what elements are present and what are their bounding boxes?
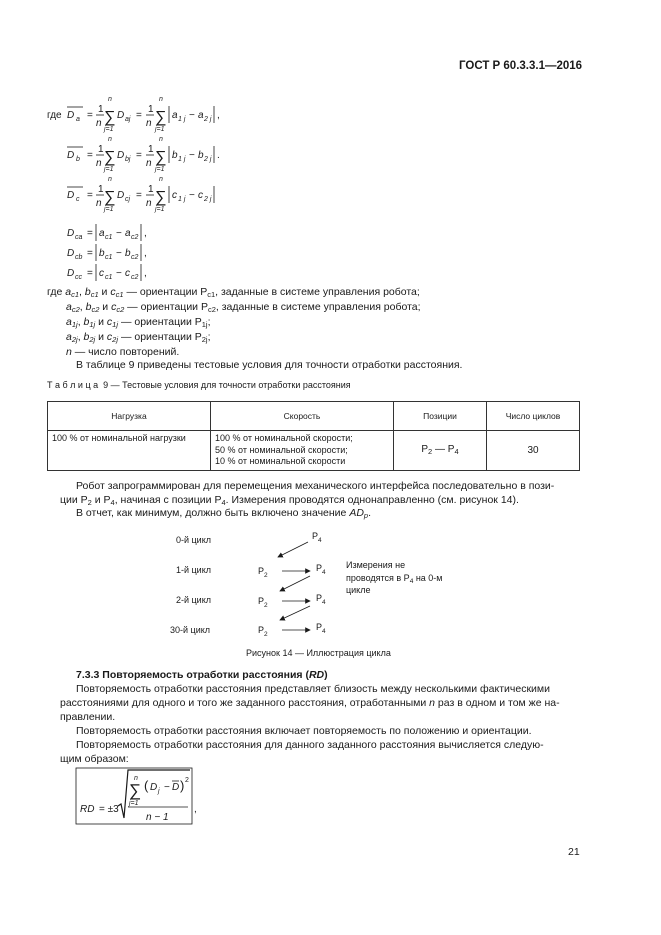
svg-text:P2: $P_2$: [258, 596, 268, 609]
svg-text:c: c: [125, 268, 130, 279]
note-line-2: проводятся в $P_4$ на 0-м: [346, 573, 443, 585]
svg-text:b: b: [76, 156, 80, 163]
svg-text:2 j: 2 j: [204, 116, 212, 123]
svg-text:,: ,: [194, 804, 197, 815]
svg-text:,: ,: [217, 110, 220, 121]
def-row-2: $a_{c2}$, $b_{c2}$ и $c_{c2}$ — ориентации $P_{c2}$, заданные в системе управления робота;: [66, 301, 421, 314]
page-number: 21: [568, 846, 580, 858]
cycle-1-label: 1-й цикл: [176, 565, 212, 575]
cell-positions: $P_2$ — $P_4$: [394, 431, 487, 471]
svg-text:=: =: [87, 190, 93, 201]
standard-header: ГОСТ Р 60.3.3.1—2016: [459, 60, 583, 72]
svg-text:D: D: [117, 150, 125, 161]
cell-cycles: 30: [487, 431, 580, 471]
svg-text:cc: cc: [75, 274, 82, 281]
cycle-30-label: 30-й цикл: [170, 625, 211, 635]
svg-text:.: .: [217, 150, 220, 161]
svg-text:(: (: [144, 778, 149, 793]
svg-text:D: D: [67, 248, 75, 259]
svg-text:c2: c2: [131, 234, 139, 241]
svg-text:D: D: [67, 228, 75, 239]
figure-caption: Рисунок 14 — Иллюстрация цикла: [246, 648, 391, 658]
arrow-0: [278, 542, 308, 557]
svg-text:j=1: j=1: [155, 206, 165, 213]
svg-text:D: D: [67, 268, 75, 279]
where-label: где: [47, 110, 62, 121]
arrow-1b: [280, 576, 310, 591]
svg-text:=: =: [136, 150, 142, 161]
table-header-row: [48, 402, 580, 431]
svg-text:c2: c2: [131, 274, 139, 281]
svg-text:−: −: [189, 150, 195, 161]
figure-14: [0, 525, 661, 650]
def-row-5: n — число повторений.: [66, 346, 180, 358]
svg-text:j=1: j=1: [155, 126, 165, 133]
section-p1b: расстояниями для одного и того же заданного расстояния, отработанными n раз в одном и том же на-: [60, 697, 560, 709]
svg-text:D: D: [172, 782, 180, 793]
svg-text:,: ,: [144, 268, 147, 279]
svg-text:1 j: 1 j: [178, 156, 186, 163]
svg-text:D: D: [67, 110, 75, 121]
svg-text:∑: ∑: [155, 149, 167, 166]
svg-text:c: c: [76, 196, 80, 203]
svg-text:D: D: [67, 150, 75, 161]
svg-text:b: b: [172, 150, 178, 161]
arrow-2b: [280, 606, 310, 620]
svg-text:1: 1: [148, 104, 154, 115]
formula-dca: [67, 224, 147, 241]
svg-text:n: n: [96, 118, 102, 129]
svg-text:−: −: [164, 782, 170, 793]
svg-text:=: =: [136, 110, 142, 121]
svg-text:=: =: [87, 110, 93, 121]
svg-text:∑: ∑: [155, 189, 167, 206]
svg-text:−: −: [116, 228, 122, 239]
svg-text:c1: c1: [105, 234, 113, 241]
svg-text:n: n: [134, 775, 138, 782]
section-p1a: Повторяемость отработки расстояния представляет близость между несколькими фактическими: [76, 683, 551, 695]
svg-text:n: n: [159, 96, 163, 103]
svg-text:1: 1: [148, 184, 154, 195]
section-p1e: правлении.: [60, 711, 116, 723]
svg-text:2 j: 2 j: [204, 156, 212, 163]
para-robot-l3: В отчет, как минимум, должно быть включено значение $AD_p$.: [76, 507, 371, 520]
svg-text:∑: ∑: [104, 109, 116, 126]
svg-text:=: =: [87, 268, 93, 279]
svg-text:j=1: j=1: [104, 166, 114, 173]
svg-text:n: n: [96, 198, 102, 209]
svg-text:∑: ∑: [129, 781, 142, 800]
svg-text:1: 1: [148, 144, 154, 155]
cycle-0-label: 0-й цикл: [176, 535, 212, 545]
col-header-positions: Позиции: [394, 402, 487, 431]
svg-text:n: n: [108, 136, 112, 143]
svg-text:b: b: [198, 150, 204, 161]
svg-text:c2: c2: [131, 254, 139, 261]
svg-text:D: D: [67, 190, 75, 201]
section-p3a: Повторяемость отработки расстояния для данного заданного расстояния вычисляется следую-: [76, 739, 544, 751]
svg-text:a: a: [99, 228, 105, 239]
svg-text:ca: ca: [75, 234, 83, 241]
section-p2: Повторяемость отработки расстояния включает повторяемость по положению и ориентации.: [76, 725, 532, 737]
table-row: [48, 431, 580, 471]
svg-text:RD: RD: [80, 804, 95, 815]
svg-text:P2: $P_2$: [258, 625, 268, 638]
note-line-3: цикле: [346, 585, 371, 595]
svg-text:j=1: j=1: [155, 166, 165, 173]
rd-formula: [0, 760, 661, 830]
svg-text:−: −: [116, 248, 122, 259]
svg-text:,: ,: [144, 248, 147, 259]
formula-da: [67, 96, 220, 133]
svg-text:1 j: 1 j: [178, 196, 186, 203]
svg-text:j=1: j=1: [129, 800, 139, 807]
p4-top: $P_4$: [312, 531, 322, 544]
svg-text:n: n: [96, 158, 102, 169]
svg-text:1: 1: [98, 184, 104, 195]
svg-text:=: =: [87, 228, 93, 239]
col-header-speed: Скорость: [211, 402, 394, 431]
def-row-1: где $a_{c1}$, $b_{c1}$ и $c_{c1}$ — ориентации $P_{c1}$, заданные в системе управления робота;: [47, 286, 420, 299]
svg-text:n: n: [146, 198, 152, 209]
svg-text:a: a: [198, 110, 204, 121]
svg-text:∑: ∑: [155, 109, 167, 126]
svg-text:c1: c1: [105, 254, 113, 261]
svg-text:n: n: [146, 158, 152, 169]
svg-text:a: a: [172, 110, 178, 121]
svg-text:−: −: [189, 190, 195, 201]
svg-text:D: D: [117, 110, 125, 121]
svg-text:n: n: [159, 136, 163, 143]
section-title: 7.3.3 Повторяемость отработки расстояния (RD): [76, 669, 328, 681]
svg-text:−: −: [116, 268, 122, 279]
svg-text:D: D: [150, 782, 158, 793]
svg-text:P4: $P_4$: [316, 593, 326, 606]
cell-load: 100 % от номинальной нагрузки: [48, 431, 211, 471]
svg-text:1: 1: [98, 144, 104, 155]
formula-db: [67, 136, 220, 173]
svg-text:c1: c1: [105, 274, 113, 281]
svg-text:c: c: [172, 190, 177, 201]
svg-text:1: 1: [98, 104, 104, 115]
svg-text:,: ,: [144, 228, 147, 239]
svg-text:P2: $P_2$: [258, 566, 268, 579]
formula-dc: [67, 176, 214, 213]
svg-text:cb: cb: [75, 254, 83, 261]
svg-text:2 j: 2 j: [204, 196, 212, 203]
def-row-4: $a_{2j}$, $b_{2j}$ и $c_{2j}$ — ориентации $P_{2j}$;: [66, 331, 211, 344]
svg-text:c: c: [198, 190, 203, 201]
svg-text:a: a: [125, 228, 131, 239]
svg-text:cj: cj: [125, 196, 131, 203]
para-robot-l1: Робот запрограммирован для перемещения механического интерфейса последовательно в пози-: [76, 480, 555, 492]
col-header-cycles: Число циклов: [487, 402, 580, 431]
svg-text:n: n: [146, 118, 152, 129]
intro-table-text: В таблице 9 приведены тестовые условия для точности отработки расстояния.: [76, 359, 463, 371]
svg-text:a: a: [76, 116, 80, 123]
svg-text:j: j: [158, 788, 160, 795]
svg-text:1 j: 1 j: [178, 116, 186, 123]
svg-text:2: 2: [185, 777, 189, 784]
para-robot-l2: ции $P_2$ и $P_4$, начиная с позиции $P_4$. Измерения проводятся однонаправленно (см. рисунок 14).: [60, 494, 519, 507]
svg-text:P4: $P_4$: [316, 622, 326, 635]
cell-speed: 100 % от номинальной скорости; 50 % от номинальной скорости; 10 % от номинальной скорости: [211, 431, 394, 471]
svg-text:−: −: [189, 110, 195, 121]
svg-text:b: b: [125, 248, 131, 259]
svg-text:b: b: [99, 248, 105, 259]
def-row-3: $a_{1j}$, $b_{1j}$ и $c_{1j}$ — ориентации $P_{1j}$;: [66, 316, 211, 329]
svg-text:P4: $P_4$: [316, 563, 326, 576]
svg-text:bj: bj: [125, 156, 131, 163]
note-line-1: Измерения не: [346, 560, 406, 570]
svg-text:n − 1: n − 1: [146, 812, 169, 823]
svg-text:D: D: [117, 190, 125, 201]
svg-text:j=1: j=1: [104, 206, 114, 213]
section-p3b: щим образом:: [60, 753, 129, 765]
svg-text:∑: ∑: [104, 149, 116, 166]
svg-text:n: n: [108, 96, 112, 103]
svg-text:aj: aj: [125, 116, 131, 123]
formula-dcb: [67, 244, 147, 261]
svg-text:=: =: [136, 190, 142, 201]
table-caption: Т а б л и ц а 9 — Тестовые условия для точности отработки расстояния: [47, 380, 351, 390]
svg-text:n: n: [108, 176, 112, 183]
formula-dcc: [67, 264, 147, 281]
svg-text:=: =: [87, 248, 93, 259]
svg-text:c: c: [99, 268, 104, 279]
cycle-2-label: 2-й цикл: [176, 595, 212, 605]
svg-text:n: n: [159, 176, 163, 183]
svg-text:= ±3: = ±3: [99, 804, 119, 815]
svg-text:): ): [180, 778, 185, 793]
col-header-load: Нагрузка: [48, 402, 211, 431]
svg-text:j=1: j=1: [104, 126, 114, 133]
table-9: [47, 401, 580, 471]
svg-text:∑: ∑: [104, 189, 116, 206]
svg-text:=: =: [87, 150, 93, 161]
deviation-formulas: [0, 0, 661, 290]
